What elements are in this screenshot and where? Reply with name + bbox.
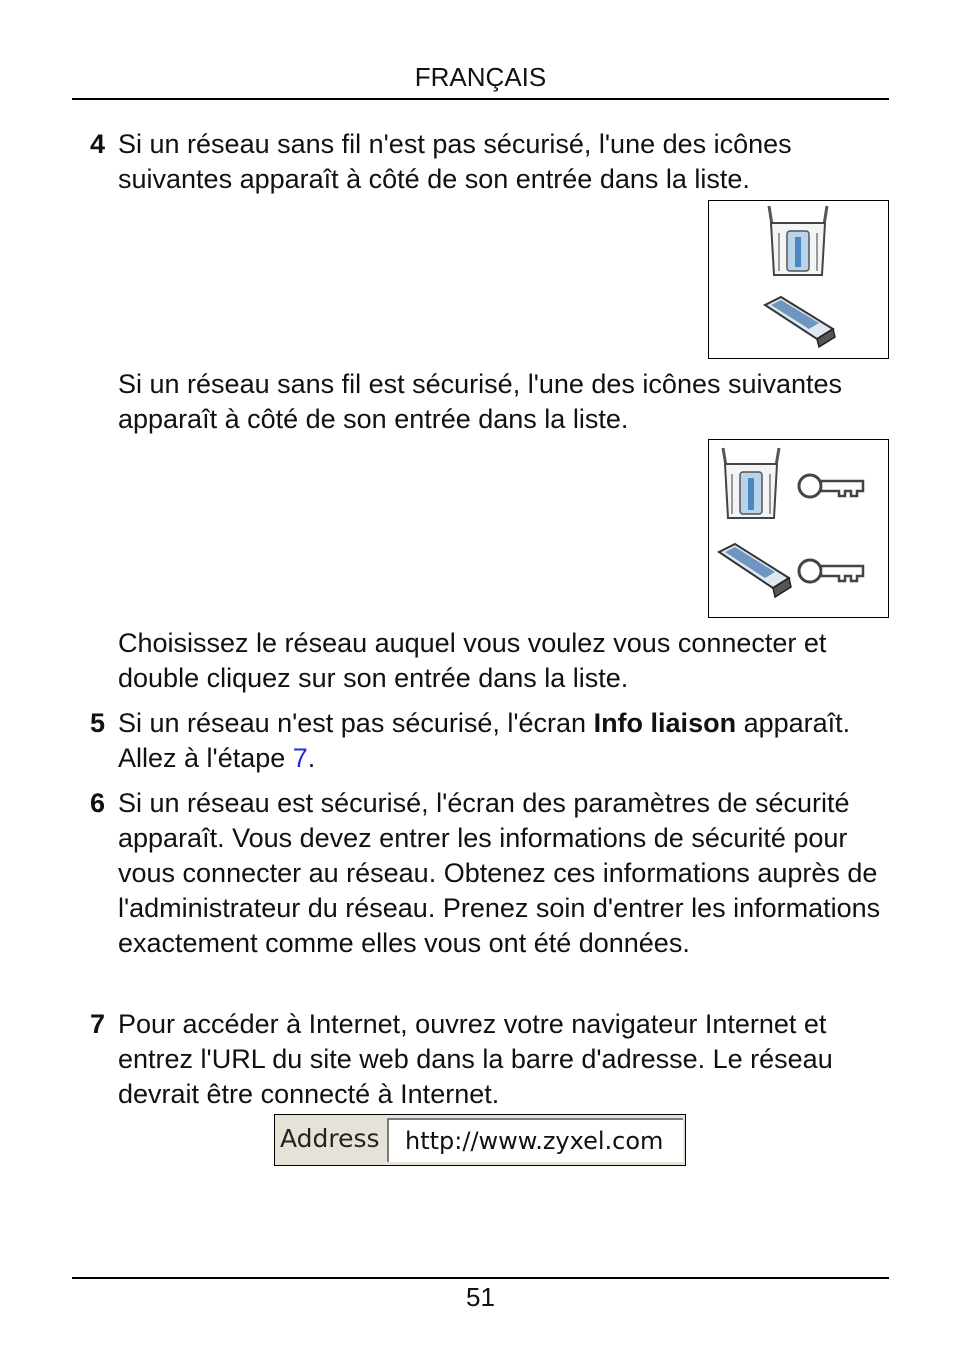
step-5-text-middle: apparaît. Allez à l'étape (118, 708, 851, 773)
step-5-text-before: Si un réseau n'est pas sécurisé, l'écran (118, 708, 594, 738)
key-icon (799, 475, 863, 497)
step-4-secured-text: Si un réseau sans fil est sécurisé, l'une des icônes suivantes apparaît à côté de son entrée dans la liste. (118, 369, 843, 434)
header-rule (72, 98, 889, 100)
step-7-text: Pour accéder à Internet, ouvrez votre navigateur Internet et entrez l'URL du site web dans la barre d'adresse. Le réseau devrait être connecté à Internet. (118, 1009, 833, 1109)
step-7-number: 7 (90, 1009, 106, 1039)
page-number: 51 (466, 1282, 495, 1312)
step-6-text: Si un réseau est sécurisé, l'écran des paramètres de sécurité apparaît. Vous devez entrer les informations de sécurité pour vous connecter au réseau. Obtenez ces informations auprès de l'administrateur du réseau. Prenez soin d'entrer les informations exactement comme elles vous ont été données. (118, 788, 881, 958)
step-5-number: 5 (90, 708, 106, 738)
unsecured-icons-panel (708, 200, 889, 359)
page-header-language: FRANÇAIS (414, 62, 547, 92)
step-6-number: 6 (90, 788, 106, 818)
info-liaison-label: Info liaison (593, 708, 737, 738)
address-label: Address (280, 1124, 380, 1153)
step-7-link[interactable]: 7 (292, 743, 308, 773)
access-point-icon (723, 448, 779, 518)
step-5-text (118, 706, 893, 776)
footer-rule (72, 1277, 889, 1279)
address-value: http://www.zyxel.com (405, 1127, 664, 1155)
access-point-icon (769, 206, 827, 275)
address-input[interactable] (387, 1118, 683, 1162)
step-5-text-after: . (307, 743, 316, 773)
wireless-card-icon (719, 544, 791, 597)
secured-icons-panel (708, 439, 889, 618)
wireless-card-icon (765, 297, 835, 347)
step-4-choose-text: Choisissez le réseau auquel vous voulez vous connecter et double cliquez sur son entrée dans la liste. (118, 628, 827, 693)
address-bar (274, 1114, 686, 1166)
key-icon (799, 560, 863, 582)
step-4-text: Si un réseau sans fil n'est pas sécurisé, l'une des icônes suivantes apparaît à côté de son entrée dans la liste. (118, 129, 792, 194)
step-4-number: 4 (90, 129, 106, 159)
